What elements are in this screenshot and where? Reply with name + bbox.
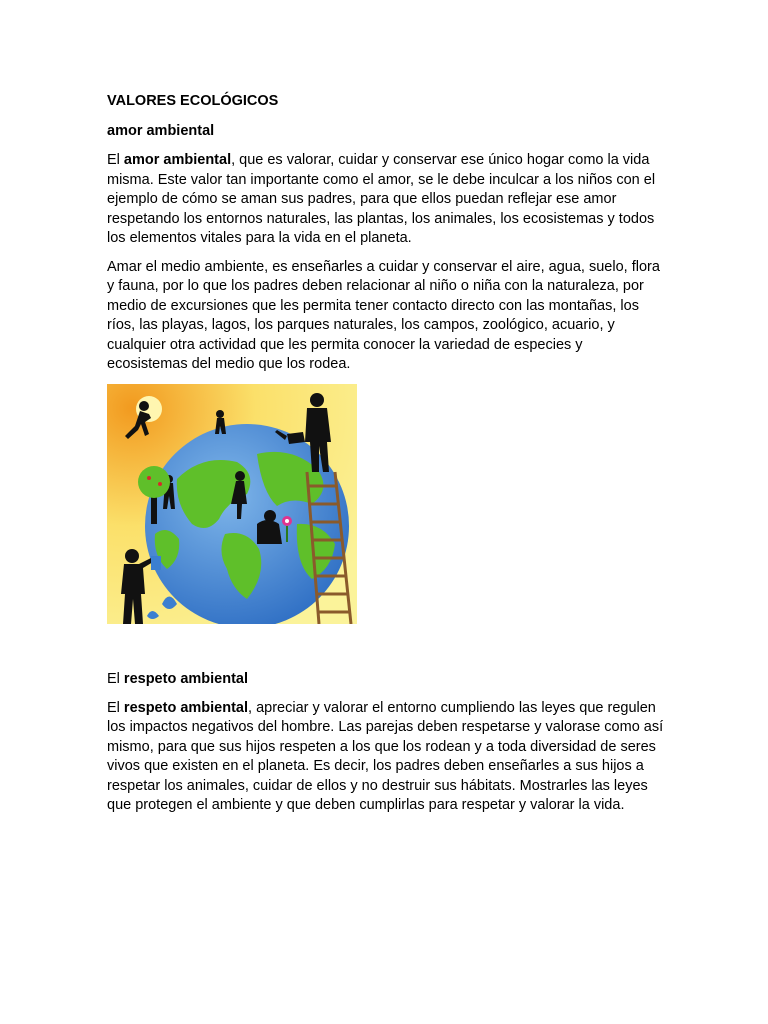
page-title: VALORES ECOLÓGICOS [107, 93, 279, 109]
heading-bold: respeto ambiental [123, 670, 249, 687]
heading-lead: El [107, 670, 124, 687]
document-body [107, 92, 667, 825]
bold-term-amor: amor ambiental [123, 152, 232, 168]
paragraph-rest: , apreciar y valorar el entorno cumpliendo las leyes que regulen los impactos negativos del hombre. Las parejas deben respetarse y valorase como así mismo, para que sus hijos respeten a los que los rodean y a toda diversidad de seres vivos que existen en el planeta. Es decir, los padres deben enseñarles a sus hijos a respetar los animales, cuidar de ellos y no destruir sus hábitats. Mostrarles las leyes que protegen el ambiente y que deben cumplirlas para respetar y valorar la vida. [107, 699, 664, 813]
section-heading-respeto [107, 670, 667, 688]
paragraph-amor-2: Amar el medio ambiente, es enseñarles a cuidar y conservar el aire, agua, suelo, flora y fauna, por lo que los padres deben relacionar al niño o niña con la naturaleza, por medio de excursiones que les permita tener contacto directo con las montañas, los ríos, las playas, lagos, los parques naturales, los campos, zoológico, acuario, y cualquier otra actividad que les permita conocer la variedad de especies y ecosistemas del medio que los rodea. [107, 258, 660, 372]
paragraph-rest: , que es valorar, cuidar y conservar ese único hogar como la vida misma. Este valor tan importante como el amor, se le debe inculcar a los niños con el ejemplo de cómo se aman sus padres, para que ellos puedan reflejar ese amor respetando los entornos naturales, las plantas, los animales, los ecosistemas y todos los elementos vitales para la vida en el planeta. [107, 152, 656, 246]
eco-illustration [107, 384, 357, 624]
bold-term-respeto: respeto ambiental [123, 699, 249, 716]
paragraph-lead: El [107, 699, 124, 716]
section-heading-amor: amor ambiental [107, 123, 215, 139]
paragraph-lead: El [107, 152, 124, 168]
paragraph-amor-1 [107, 151, 667, 249]
paragraph-respeto-1 [107, 699, 667, 816]
